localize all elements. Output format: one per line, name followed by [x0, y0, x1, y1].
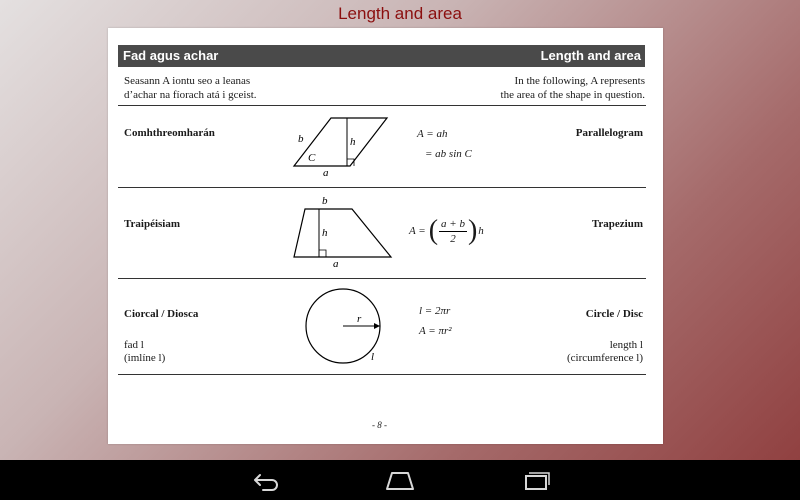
section-trapezium-irish: Traipéisiam — [124, 218, 181, 230]
circle-formula-line2: A = πr² — [419, 325, 452, 337]
intro-irish-line1: Seasann A iontu seo a leanas — [124, 75, 251, 87]
divider — [118, 374, 646, 375]
section-parallelogram-english: Parallelogram — [575, 127, 643, 139]
section-circle-irish: Ciorcal / Diosca — [124, 308, 199, 320]
label-a: a — [333, 258, 339, 270]
circle-sub-irish — [124, 339, 165, 365]
divider — [118, 187, 646, 188]
intro-irish-line2: d’achar na fíorach atá i gceist. — [124, 89, 257, 101]
section-circle-english: Circle / Disc — [585, 308, 643, 320]
label-a: a — [323, 167, 329, 179]
fraction — [439, 218, 467, 245]
label-h: h — [350, 136, 356, 148]
fraction-denominator: 2 — [450, 232, 456, 245]
trapezium-formula-lhs: A = — [409, 225, 426, 237]
intro-english-line1: In the following, A represents — [514, 75, 645, 87]
page-header — [118, 45, 645, 67]
trapezium-shape — [294, 209, 391, 257]
back-icon — [243, 465, 287, 495]
trapezium-formula — [409, 213, 484, 249]
right-angle-mark — [319, 250, 326, 257]
circle-sub-english-line2: (circumference l) — [566, 352, 643, 364]
parallelogram-formula-line1: A = ah — [417, 128, 448, 140]
circle-formula-line1: l = 2πr — [419, 305, 451, 317]
header-title-english: Length and area — [540, 48, 641, 63]
fraction-numerator: a + b — [441, 217, 465, 230]
intro-irish — [124, 74, 257, 102]
parallelogram-figure — [288, 114, 398, 178]
circle-sub-irish-line2: (imlíne l) — [124, 352, 166, 364]
intro-english — [501, 74, 645, 102]
label-l: l — [371, 351, 375, 363]
home-icon — [378, 465, 422, 495]
label-b: b — [298, 133, 304, 145]
intro-english-line2: the area of the shape in question. — [500, 89, 645, 101]
divider — [118, 105, 646, 106]
circle-figure — [298, 284, 388, 374]
parallelogram-formula — [417, 124, 472, 164]
back-button[interactable] — [243, 465, 287, 495]
paren-left: ( — [428, 215, 439, 246]
circle-sub-english — [567, 339, 643, 365]
section-parallelogram-irish: Comhthreomharán — [124, 127, 215, 139]
document-page[interactable] — [108, 28, 663, 444]
section-trapezium-english: Trapezium — [591, 218, 643, 230]
home-button[interactable] — [378, 465, 422, 495]
header-title-irish: Fad agus achar — [123, 48, 219, 63]
divider — [118, 278, 646, 279]
recents-icon — [514, 465, 558, 495]
page-number: - 8 - — [372, 420, 387, 430]
recents-button[interactable] — [514, 465, 558, 495]
label-b: b — [322, 195, 328, 207]
label-C: C — [308, 152, 316, 164]
radius-arrowhead — [374, 323, 380, 329]
app-title: Length and area — [338, 4, 462, 23]
label-h: h — [322, 227, 328, 239]
navigation-bar — [0, 460, 800, 500]
paren-right: ) — [467, 215, 478, 246]
circle-formula — [419, 301, 452, 341]
trapezium-figure — [288, 192, 398, 270]
trapezium-formula-h: h — [478, 225, 484, 237]
circle-sub-irish-line1: fad l — [124, 339, 144, 351]
parallelogram-formula-line2: = ab sin C — [425, 148, 472, 160]
circle-sub-english-line1: length l — [609, 339, 643, 351]
label-r: r — [357, 313, 362, 325]
